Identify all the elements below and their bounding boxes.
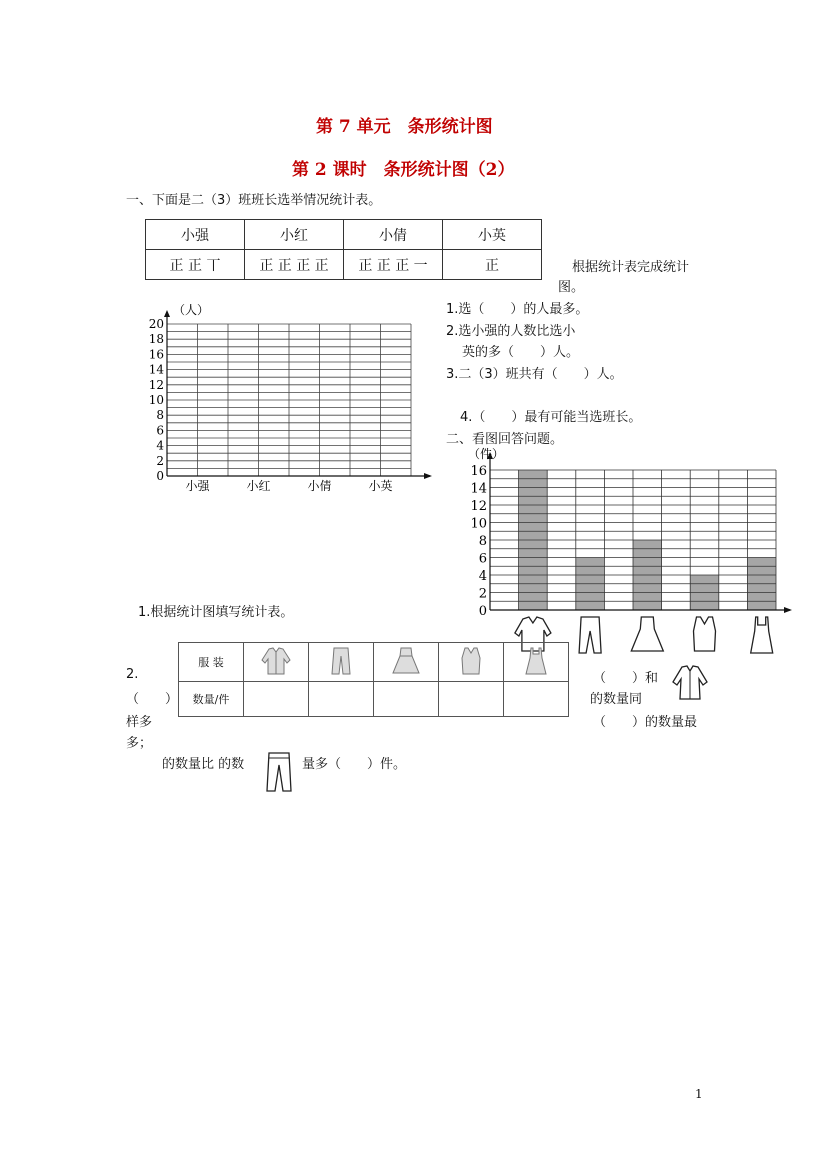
clothing-fill-table — [178, 642, 569, 717]
y-tick-label: 4 — [156, 438, 164, 453]
pants-icon-shape — [579, 617, 601, 653]
tally-table — [145, 219, 542, 280]
x-tick-label: 小倩 — [307, 479, 332, 493]
jacket-icon — [670, 664, 710, 706]
x-tick-label: 小红 — [246, 479, 271, 493]
y-tick-label: 2 — [478, 586, 487, 602]
side-text-2: 图。 — [558, 280, 585, 295]
x-tick-label: 小英 — [368, 479, 393, 493]
tally-marks: 正 正 丅 — [146, 250, 245, 280]
vest-icon — [694, 617, 716, 651]
quantity-cell[interactable] — [439, 682, 504, 717]
x-tick-label: 小强 — [185, 479, 210, 493]
slip-dress-icon — [751, 617, 773, 653]
unit-title: 第 7 单元 条形统计图 — [316, 117, 493, 137]
y-tick-label: 18 — [148, 332, 164, 347]
pants-icon — [309, 643, 374, 682]
q2-left-1: 2. — [126, 667, 139, 682]
question-2a: 2.选小强的人数比选小 — [446, 324, 576, 339]
y-tick-label: 12 — [148, 377, 164, 392]
y-tick-label: 6 — [156, 423, 164, 438]
y-tick-label: 4 — [478, 569, 487, 584]
q2-right-3: （ ）的数量最 — [593, 715, 698, 730]
tally-name: 小强 — [146, 220, 245, 250]
lesson-title: 第 2 课时 条形统计图（2） — [292, 160, 515, 180]
tally-marks: 正 — [443, 250, 542, 280]
pants-icon — [579, 617, 601, 653]
q2-right-1: （ ）和 — [593, 671, 659, 686]
dress-icon-shape — [631, 617, 663, 651]
dress-icon — [374, 643, 439, 682]
y-axis-label: （件） — [468, 447, 505, 461]
slip-dress-icon-shape — [751, 617, 773, 653]
y-tick-label: 10 — [148, 393, 164, 407]
question-2b: 英的多（ ）人。 — [462, 345, 580, 360]
y-tick-label: 6 — [478, 551, 487, 567]
y-tick-label: 12 — [470, 499, 487, 514]
q2-bottom-a: 的数量比 的数 — [162, 757, 245, 772]
quantity-cell[interactable] — [309, 682, 374, 717]
quantity-cell[interactable] — [374, 682, 439, 717]
fill-table-header-quantity: 数量/件 — [179, 682, 244, 717]
q2-left-4: 多； — [126, 736, 153, 751]
y-tick-label: 14 — [148, 362, 164, 377]
page-number: 1 — [695, 1087, 703, 1101]
tally-name: 小红 — [245, 220, 344, 250]
y-tick-label: 0 — [156, 469, 164, 483]
y-tick-label: 20 — [148, 317, 164, 331]
vest-icon — [439, 643, 504, 682]
x-axis-arrow — [424, 473, 432, 479]
jacket-icon — [244, 643, 309, 682]
y-tick-label: 0 — [478, 604, 487, 619]
q2-right-2: 的数量同 — [590, 692, 643, 707]
y-tick-label: 16 — [148, 347, 164, 362]
pants-icon — [264, 751, 294, 797]
section1-heading: 一、下面是二（3）班班长选举情况统计表。 — [126, 193, 382, 208]
section2-q1: 1.根据统计图填写统计表。 — [138, 605, 294, 620]
q2-left-3: 样多 — [126, 715, 153, 730]
y-tick-label: 10 — [470, 516, 487, 532]
y-tick-label: 2 — [156, 453, 164, 468]
x-axis-arrow — [784, 607, 792, 613]
votes-bar-chart — [140, 298, 440, 498]
vest-icon-shape — [694, 617, 716, 651]
tally-name: 小英 — [443, 220, 542, 250]
y-tick-label: 14 — [470, 481, 487, 497]
question-4: 4.（ ）最有可能当选班长。 — [460, 410, 642, 425]
slip-dress-icon — [504, 643, 569, 682]
question-1: 1.选（ ）的人最多。 — [446, 302, 589, 317]
question-3: 3.二（3）班共有（ ）人。 — [446, 367, 623, 382]
q2-bottom-b: 量多（ ）件。 — [302, 757, 407, 772]
side-text-1: 根据统计表完成统计 — [572, 260, 690, 275]
y-axis-label: （人） — [173, 303, 210, 317]
quantity-cell[interactable] — [244, 682, 309, 717]
y-tick-label: 8 — [478, 534, 487, 549]
y-axis-arrow — [164, 310, 170, 317]
dress-icon — [631, 617, 663, 651]
y-tick-label: 16 — [470, 464, 487, 479]
tally-name: 小倩 — [344, 220, 443, 250]
section2-heading: 二、看图回答问题。 — [446, 432, 564, 447]
quantity-cell[interactable] — [504, 682, 569, 717]
tally-marks: 正 正 正 正 — [245, 250, 344, 280]
tally-marks: 正 正 正 一 — [344, 250, 443, 280]
q2-left-2: （ ） — [126, 692, 179, 707]
clothing-bar-chart — [460, 442, 800, 662]
y-tick-label: 8 — [156, 408, 164, 423]
fill-table-header-clothing: 服 装 — [179, 643, 244, 682]
